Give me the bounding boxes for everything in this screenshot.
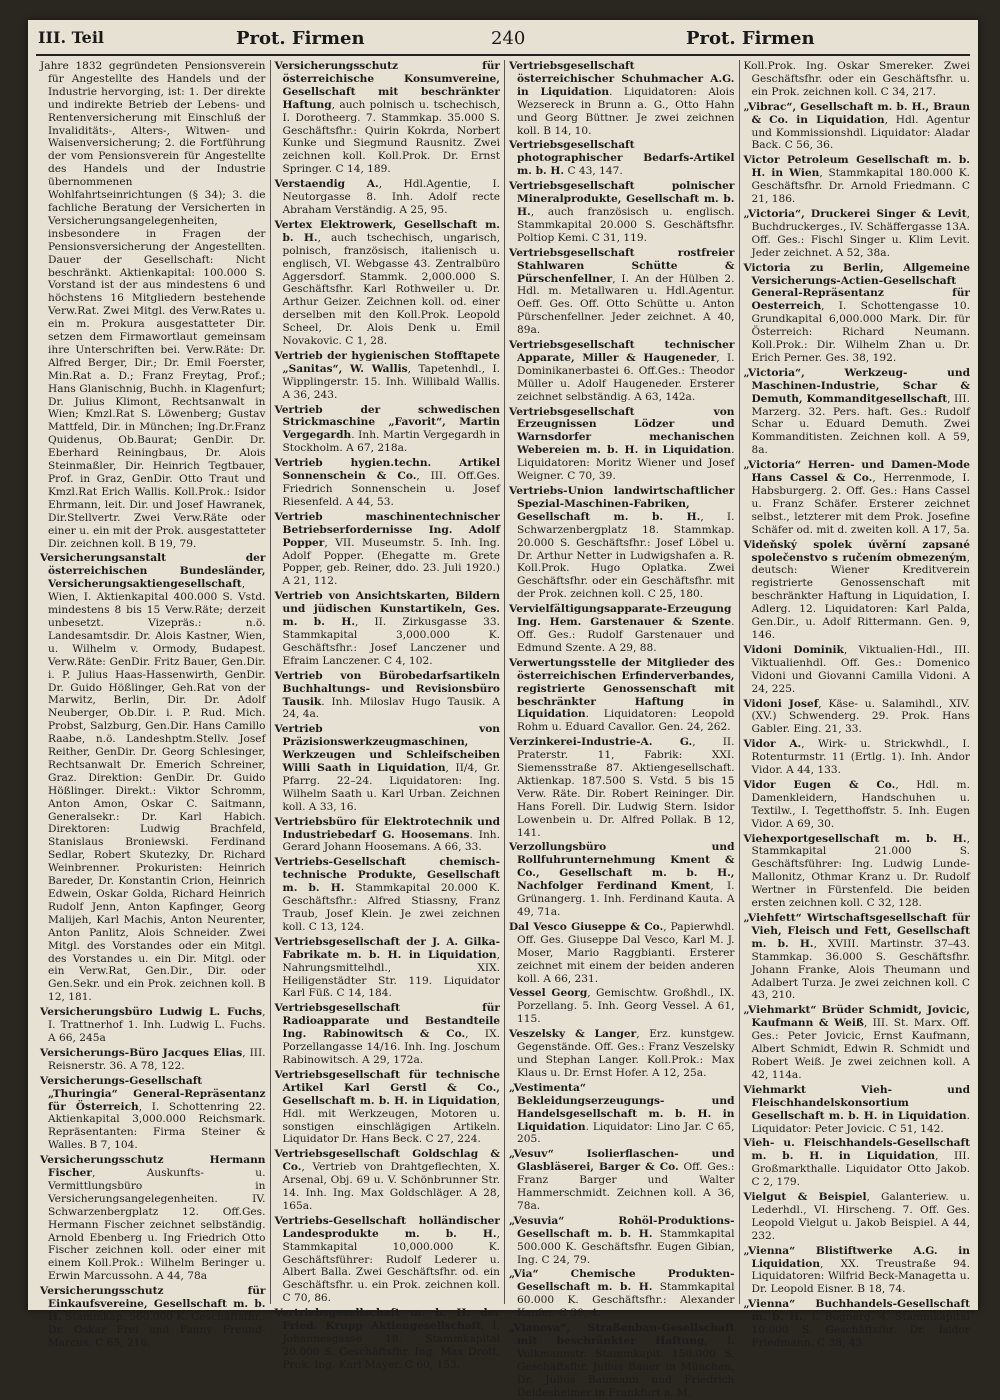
directory-entry bbox=[275, 60, 501, 176]
firm-name: Versicherungs-Büro Jacques Elias bbox=[40, 1046, 243, 1059]
directory-entry bbox=[275, 1069, 501, 1146]
directory-entry bbox=[275, 723, 501, 813]
firm-name: Versicherungsschutz Hermann Fischer bbox=[40, 1154, 266, 1180]
firm-name: „Viehfett“ Wirtschaftsgesellschaft für Vieh, Fleisch und Fett, Gesellschaft m. b. H. bbox=[743, 912, 970, 950]
firm-details: . Liquidatoren: Alois Wezsereck in Brunn a. G., Otto Hahn und Georg Büttner. Je zwei zeichnen koll. B 14, 10. bbox=[517, 85, 735, 137]
firm-details: , XVIII. Martinstr. 37–43. Stammkap. 36.000 S. Geschäftsfhr. Johann Franke, Alois Theumann und Adalbert Turza. Je zwei zeichnen koll. C 43, 210. bbox=[751, 937, 970, 1002]
directory-entry bbox=[509, 1028, 735, 1080]
firm-details: . Liquidator: Lino Jar. C 65, 205. bbox=[517, 1120, 735, 1146]
firm-name: „Vibrac“, Gesellschaft m. b. H., Braun & Co. in Liquidation bbox=[743, 100, 970, 126]
firm-details: , Auskunfts- u. Vermittlungsbüro in Versicherungsangelegenheiten. IV. Schwarzenbergplatz 12. Off.Ges. Hermann Fischer zeichnet selbständig. Arnold Ebenberg u. Ing Friedrich Otto Fischer zeichnen koll. oder einer mit einem Koll.Prok.: Wilhelm Beringer u. Erwin Marcussohn. A 44, 78a bbox=[48, 1167, 266, 1283]
firm-details: , Viktualien-Hdl., III. Viktualienhdl. Off. Ges.: Domenico Vidoni und Giovanni Camilla Vidoni. A 24, 225. bbox=[751, 643, 970, 695]
directory-entry bbox=[744, 60, 970, 99]
firm-details: , I. Grünangerg. 1. Inh. Ferdinand Kauta. A 49, 71a. bbox=[517, 880, 735, 918]
page-header bbox=[36, 24, 970, 56]
column-1 bbox=[36, 60, 271, 1349]
directory-entry bbox=[40, 552, 266, 1004]
directory-entry bbox=[744, 698, 970, 737]
firm-name: Vertriebsgesellschaft technischer Apparate, Miller & Haugeneder bbox=[509, 339, 735, 364]
firm-name: Viehexportgesellschaft m. b. H. bbox=[743, 832, 967, 845]
firm-details: , III. St. Marx. Off. Ges.: Peter Jovicic, Ernst Kaufmann, Albert Schmidt, Edwin R. Schmidt und Robert Weiß. Je zwei zeichnen koll. A 42, 114a. bbox=[751, 1017, 970, 1081]
directory-entry bbox=[744, 1084, 970, 1136]
firm-name: Vidoni Josef bbox=[743, 697, 819, 710]
firm-name: Dal Vesco Giuseppe & Co. bbox=[509, 920, 664, 933]
firm-details: , Buchdruckerges., IV. Schäffergasse 13A. Off. Ges.: Fischl Singer u. Klim Levit. Jeder zeichnet. A 52, 38a. bbox=[751, 207, 970, 259]
firm-name: Vertrieb maschinentechnischer Betriebserfordernisse Ing. Adolf Popper bbox=[274, 510, 500, 549]
firm-details: C 43, 147. bbox=[564, 165, 623, 178]
firm-details: , I. Schottenring 22. Aktienkapital 3,000.000 Reichsmark. Repräsentanten: Firma Steiner & Walles. B 7, 104. bbox=[48, 1100, 266, 1152]
directory-entry bbox=[509, 603, 735, 655]
firm-name: Vertrieb hygien.techn. Artikel Sonnenschein & Co. bbox=[274, 457, 500, 483]
directory-entry bbox=[744, 154, 970, 206]
firm-name: Vertriebsgesellschaft österreichischer Schuhmacher A.G. in Liquidation bbox=[509, 60, 735, 98]
firm-details: . Inh. Martin Vergegardh in Stockholm. A 67, 218a. bbox=[282, 429, 500, 455]
firm-details: , Erz. kunstgew. Gegenstände. Off. Ges.: Franz Veszelsky und Stephan Langer. Koll.Prok.: Max Klaus u. Dr. Ernst Hofer. A 12, 25a. bbox=[517, 1028, 735, 1079]
directory-entry bbox=[275, 350, 501, 402]
directory-entry bbox=[744, 912, 970, 1002]
directory-entry bbox=[744, 1137, 970, 1189]
directory-entry bbox=[509, 247, 735, 337]
firm-details: , Hdl. Agentur und Kommissionshdl. Liquidator: Aladar Back. C 56, 36. bbox=[751, 113, 970, 152]
firm-details: , XX. Treustraße 94. Liquidatoren: Wilfrid Beck-Managetta u. Dr. Leopold Eisner. B 18, 74. bbox=[751, 1257, 970, 1296]
firm-details: , I. An der Hülben 2. Hdl. m. Metallwaren u. Hdl.Agentur. Oeff. Ges. Off. Otto Schütte u. Anton Pürschenfellner. Jeder zeichnet. A 40, 89a. bbox=[517, 272, 735, 337]
firm-details: , Papierwhdl. Off. Ges. Giuseppe Dal Vesco, Karl M. J. Moser, Mario Raggbianti. Ersterer zeichnet mit einem der beiden anderen koll. A 66, 231. bbox=[517, 920, 735, 985]
firm-details: , deutsch: Wiener Kreditverein registrierte Genossenschaft mit beschränkter Haftung in Liquidation, I. Adlerg. 12. Liquidatoren: Karl Palda, Gen.Dir., u. Adolf Rittermann. Gen. 9, 146. bbox=[751, 551, 970, 641]
firm-details: , I. Johannesgasse 18. Stammkapital 20.000 S. Geschäftsfhr. Ing. Max Drott, Prok. Ing. Karl Mayer. C 60, 153. bbox=[282, 1320, 500, 1371]
directory-entry bbox=[275, 457, 501, 509]
directory-entry bbox=[40, 1047, 266, 1073]
firm-details: , Tapetenhdl., I. Wipplingerstr. 15. Inh. Willibald Wallis. A 36, 243. bbox=[282, 362, 500, 401]
document-page bbox=[28, 20, 978, 1399]
directory-entry bbox=[275, 590, 501, 667]
firm-name: „Vesuvia“ Rohöl-Produktions-Gesellschaft m. b. H. bbox=[509, 1214, 735, 1240]
firm-name: Vertriebsgesellschaft photographischer Bedarfs-Artikel m. b. H. bbox=[509, 139, 735, 178]
firm-name: „Vestimenta“ Bekleidungserzeugungs- und Handelsgesellschaft m. b. H. in Liquidation bbox=[509, 1081, 735, 1133]
firm-details: , Hdl. mit Werkzeugen, Motoren u. sonstigen einschlägigen Artikeln. Liquidator Dr. Hans Beck. C 27, 224. bbox=[282, 1094, 500, 1146]
directory-entry bbox=[40, 1154, 266, 1283]
firm-details: Stammkap. 560.000 K. Geschäftsfhr.: Dr. Oskar Frei und Fanny Freund-Marcus. C 65, 216. bbox=[48, 1311, 266, 1349]
firm-details: , Gemischtw. Großhdl., IX. Porzellang. 5. Inh. Georg Vessel. A 61, 115. bbox=[517, 987, 735, 1026]
directory-entry bbox=[744, 539, 970, 642]
firm-name: Vidor Eugen & Co. bbox=[743, 778, 896, 791]
firm-name: Vertrieb von Präzisionswerkzeugmaschinen, Werkzeugen und Schleifscheiben Willi Saath in Liquidation bbox=[274, 723, 500, 775]
directory-entry bbox=[509, 339, 735, 404]
firm-name: Victor Petroleum Gesellschaft m. b. H. in Wien bbox=[743, 154, 970, 180]
firm-details: , III. Großmarkthalle. Liquidator Otto Jakob. C 2, 179. bbox=[751, 1150, 970, 1189]
firm-details: . Inh. Miloslav Hugo Tausik. A 24, 4a. bbox=[282, 695, 500, 721]
firm-name: Vertriebsgesellschaft von Erzeugnissen Lödzer und Warnsdorfer mechanischen Webereien m. b. H. in Liquidation bbox=[509, 405, 735, 457]
firm-name: Vertriebsgesellschaft rostfreier Stahlwaren Schütte & Pürschenfellner bbox=[509, 246, 735, 285]
firm-name: Victoria zu Berlin, Allgemeine Versicherungs-Actien-Gesellschaft General-Repräsentanz für Oesterreich bbox=[743, 261, 970, 313]
directory-entry bbox=[744, 738, 970, 777]
firm-details: , III. Reisnerstr. 36. A 78, 122. bbox=[48, 1046, 266, 1072]
firm-name: Vertriebs-Gesellschaft holländischer Landesprodukte m. b. H. bbox=[274, 1214, 500, 1240]
firm-name: „Via“ Chemische Produkten-Gesellschaft m. b. H. bbox=[509, 1268, 735, 1294]
directory-entry bbox=[40, 1006, 266, 1045]
firm-name: „Vienna“ Buchhandels-Gesellschaft m. b. H. bbox=[743, 1298, 970, 1324]
directory-entry bbox=[744, 262, 970, 365]
firm-details: , II. Praterstr. 11, Fabrik: XXI. Siemensstraße 87. Aktiengesellschaft. Aktienkap. 187.500 S. Vstd. 5 bis 15 Verw. Räte. Dir. Robert Reininger. Dir. Hans Forell. Dir. Ludwig Stern. Isidor Lowenbein u. Dr. Alfred Pollak. B 12, 141. bbox=[517, 736, 735, 839]
firm-details: . Inh. Gerard Johann Hoosemans. A 66, 33. bbox=[282, 828, 500, 854]
directory-entry bbox=[275, 511, 501, 588]
firm-details: Stammkapital 20.000 K. Geschäftsfhr.: Alfred Stiassny, Franz Traub, Josef Klein. Je zwei zeichnen koll. C 13, 124. bbox=[282, 882, 500, 933]
directory-entry bbox=[275, 178, 501, 217]
firm-name: Vidoni Dominik bbox=[743, 643, 844, 656]
section-label: III. Teil bbox=[38, 28, 104, 47]
firm-details: , III. Marzerg. 32. Pers. haft. Ges.: Rudolf Schar u. Eduard Demuth. Zwei Kommanditisten. Zeichnen koll. A 59, 8a. bbox=[751, 392, 970, 457]
firm-name: Vessel Georg bbox=[509, 987, 588, 1000]
directory-entry bbox=[744, 1004, 970, 1081]
firm-details: , Vertrieb von Drahtgeflechten, X. Arsenal, Obj. 69 u. V. Schönbrunner Str. 14. Inh. Ing. Max Goldschläger. A 28, 165a. bbox=[282, 1161, 500, 1212]
firm-name: Versicherungsbüro Ludwig L. Fuchs bbox=[40, 1006, 263, 1019]
firm-details: Stammkapital 60.000 K. Geschäftsfhr.: Alexander Kanfer. C 30, 4. bbox=[517, 1281, 735, 1320]
firm-name: „Victoria“, Werkzeug- und Maschinen-Industrie, Schar & Demuth, Kommanditgesellschaft bbox=[743, 366, 970, 405]
firm-name: Verzinkerei-Industrie-A. G. bbox=[509, 736, 693, 749]
directory-entry bbox=[275, 936, 501, 1001]
firm-name: Verwertungsstelle der Mitglieder des österreichischen Erfinderverbandes, registrierte Genossenschaft mit beschränkter Haftung in Liquidation bbox=[509, 656, 735, 721]
firm-details: , Galanteriew. u. Lederhdl., VI. Hirscheng. 7. Off. Ges. Leopold Vielgut u. Jakob Beispiel. A 44, 232. bbox=[751, 1191, 970, 1242]
firm-details: Stammkapital 500.000 K. Geschäftsfhr. Eugen Gibian, Ing. C 24, 79. bbox=[517, 1227, 735, 1266]
firm-details: , I. Bognerg. 4. Stammkapital 10.000 S. Geschäftsfhr. Dr. Isidor Friedmann. C 38, 43. bbox=[751, 1311, 970, 1349]
firm-name: „Viehmarkt“ Brüder Schmidt, Jovicic, Kaufmann & Weiß bbox=[743, 1004, 970, 1030]
directory-entry bbox=[744, 101, 970, 153]
firm-name: Versicherungsschutz für Einkaufsvereine, Gesellschaft m. b. H. bbox=[40, 1285, 266, 1323]
firm-name: Vertriebsgesellschaft Goldschlag & Co. bbox=[274, 1148, 500, 1174]
firm-name: Vertex Elektrowerk, Gesellschaft m. b. H. bbox=[274, 218, 500, 244]
firm-name: Vertriebsgesellschaft der J. A. Gilka-Fabrikate m. b. H. in Liquidation bbox=[274, 935, 500, 961]
directory-entry bbox=[275, 1002, 501, 1067]
firm-name: Videňský spolek úvěrní zapsané společenstvo s ručením obmezeným bbox=[743, 538, 970, 564]
directory-entry bbox=[744, 1298, 970, 1350]
firm-name: Vidor A. bbox=[743, 738, 802, 751]
firm-name: Vertrieb von Ansichtskarten, Bildern und jüdischen Kunstartikeln, Ges. m. b. H. bbox=[274, 590, 500, 629]
directory-entry bbox=[275, 670, 501, 722]
directory-entry bbox=[509, 841, 735, 918]
firm-name: Vertrieb der hygienischen Stofftapete „Sanitas“, W. Wallis bbox=[274, 349, 500, 375]
directory-entry bbox=[509, 1322, 735, 1399]
firm-name: Vertriebs-Gesellschaft chemisch-technische Produkte, Gesellschaft m. b. H. bbox=[274, 856, 500, 895]
firm-name: Vertriebsgesellschaft m. b. H. der Fried. Krupp Aktiengesellschaft bbox=[274, 1307, 500, 1333]
firm-details: , auch tschechisch, ungarisch, polnisch, französisch, italienisch u. englisch, VI. Webgasse 43. Zentralbüro Aggersdorf. Stammk. 2,000.000 S. Geschäftsfhr. Karl Rothweiler u. Dr. Arthur Geizer. Zeichnen koll. od. einer derselben mit den Koll.Prok. Leopold Scheel, Dr. Alois Denk u. Emil Novakovic. C 1, 28. bbox=[282, 231, 501, 348]
directory-entry bbox=[509, 60, 735, 137]
firm-details: , III. Off.Ges. Friedrich Sonnenschein u. Josef Riesenfeld. A 44, 53. bbox=[282, 470, 501, 508]
firm-details: , Wirk- u. Strickwhdl., I. Rotenturmstr. 11 (Ertlg. 1). Inh. Andor Vidor. A 44, 133. bbox=[751, 738, 970, 777]
directory-entry bbox=[744, 459, 970, 536]
firm-name: Vertrieb der schwedischen Strickmaschine „Favorit“, Martin Vergegardh bbox=[274, 403, 500, 442]
firm-details: , Käse- u. Salamihdl., XIV.(XV.) Schwenderg. 29. Prok. Hans Gabler. Eing. 21, 33. bbox=[751, 697, 970, 736]
text-columns bbox=[36, 60, 974, 1399]
firm-details: Jahre 1832 gegründeten Pensionsverein für Angestellte des Handels und der Industrie hervorging, ist: 1. Der direkte und indirekte Betrieb der Lebens- und Rentenversicherung mit Einschluß der Invaliditäts-, Alters-, Witwen- und Waisenversicherung; 2. die Fortführung der vom Pensionsverein für Angestellte des Handels und der Industrie übernommenen Wohlfahrtseinrichtungen (§ 34); 3. die fachliche Beratung der Versicherten in Versicherungsangelegenheiten, insbesondere in Fragen der Pensionsversicherung der Angestellten. Dauer der Gesellschaft: Nicht beschränkt. Aktienkapital: 100.000 S. Vorstand ist der aus mindestens 6 und höchstens 16 Mitgliedern bestehende Verw.Rat. Zwei Mitgl. des Verw.Rates u. ein m. Prokura ausgestatteter Dir. setzen dem Firmawortlaut gemeinsam ihre Unterschriften bei. Verw.Räte: Dr. Alfred Berger, Dir.; Dr. Emil Foerster, Min.Rat a. D.; Franz Freytag, Prof.; Hans Glanischnig, Buchh. in Klagenfurt; Dr. Julius Klimont, Rechtsanwalt in Wien; Kmzl.Rat S. Löwenberg; Gustav Mattfeld, Dir. in München; Ing.Dr.Franz Quidenus, Ob.Baurat; GenDir. Dr. Eberhard Reiningbaus, Dr. Alois Steinmaßler, Dir. Heinrich Tegtbauer, Prof. in Graz, GenDir. Otto Traut und Kmzl.Rat Erich Wallis. Koll.Prok.: Isidor Ehrmann, leit. Dir. und Josef Hawranek, Dir.Stellvertr. Zwei Verw.Räte oder einer u. ein mit der Prok. ausgestatteter Dir. zeichnen koll. B 19, 79. bbox=[40, 60, 266, 550]
firm-name: Veszelsky & Langer bbox=[509, 1028, 637, 1041]
firm-name: „Vianova“, Straßenbau-Gesellschaft mit beschränkter Haftung bbox=[509, 1322, 735, 1347]
firm-details: Off. Ges.: Franz Barger und Walter Hammerschmidt. Zeichnen koll. A 36, 78a. bbox=[517, 1161, 735, 1212]
column-2 bbox=[271, 60, 506, 1371]
firm-details: , I. Volkmannstr. Stammkapit. 150.000 S. Geschäftsfhr. Julius Bauer in München, Dr. Julius Baumann und Friedrich Deidesheimer in Frankfurt a. M. bbox=[517, 1335, 735, 1399]
directory-entry bbox=[509, 987, 735, 1026]
directory-entry bbox=[40, 1075, 266, 1152]
directory-entry bbox=[275, 1148, 501, 1213]
firm-name: Vertriebsgesellschaft für technische Artikel Karl Gerstl & Co., Gesellschaft m. b. H. in Liquidation bbox=[274, 1068, 500, 1107]
directory-entry bbox=[509, 139, 735, 178]
directory-entry bbox=[744, 779, 970, 831]
firm-name: Vertriebsgesellschaft für Radioapparate und Bestandteile Ing. Rabinowitsch & Co. bbox=[274, 1002, 500, 1041]
firm-details: , IX. Porzellangasse 14/16. Inh. Ing. Joschum Rabinowitsch. A 29, 172a. bbox=[282, 1028, 500, 1066]
directory-entry bbox=[509, 657, 735, 734]
firm-name: „Victoria“ Herren- und Damen-Mode Hans Cassel & Co. bbox=[743, 459, 970, 485]
directory-entry bbox=[275, 816, 501, 855]
header-title-left: Prot. Firmen bbox=[236, 28, 365, 49]
firm-details: , I. Schwarzenbergplatz 18. Stammkap. 20.000 S. Geschäftsfhr.: Josef Löbel u. Dr. Arthur Netter in Ludwigshafen a. R. Koll.Prok. Hugo Oplatka. Zwei Geschäftsfhr. oder ein Geschäftsfhr. mit der Prok. zeichnen koll. C 25, 180. bbox=[517, 510, 735, 601]
firm-details: . Off. Ges.: Rudolf Garstenauer und Edmund Szente. A 29, 88. bbox=[517, 616, 735, 654]
directory-entry bbox=[744, 367, 970, 457]
directory-entry bbox=[744, 644, 970, 696]
firm-details: . Liquidatoren: Leopold Rohm u. Eduard Cavallor. Gen. 24, 262. bbox=[517, 708, 735, 734]
firm-details: , VII. Museumstr. 5. Inh. Ing. Adolf Popper. (Ehegatte m. Grete Popper, geb. Reiner, ddo. 23. Juli 1920.) A 21, 112. bbox=[282, 536, 500, 588]
page-number: 240 bbox=[491, 28, 526, 49]
firm-details: . Liquidatoren: Moritz Wiener und Josef Weigner. C 70, 39. bbox=[517, 444, 735, 483]
firm-name: „Victoria“, Druckerei Singer & Levit bbox=[743, 207, 967, 220]
directory-entry bbox=[509, 1148, 735, 1213]
directory-entry bbox=[275, 404, 501, 456]
firm-details: , auch polnisch u. tschechisch, I. Dorotheerg. 7. Stammkap. 35.000 S. Geschäftsfhr.: Quirin Kokrda, Norbert Kunke und Siegmund Rausnitz. Zwei zeichnen koll. Koll.Prok. Dr. Ernst Springer. C 14, 189. bbox=[282, 98, 500, 176]
firm-name: Vertriebsbüro für Elektrotechnik und Industriebedarf G. Hoosemans bbox=[274, 815, 500, 841]
firm-name: Versicherungsschutz für österreichische Konsumvereine, Gesellschaft mit beschränkter Haftung bbox=[274, 60, 500, 111]
firm-details: , Hdl.Agentie, I. Neutorgasse 8. Inh. Adolf recte Abraham Verständig. A 25, 95. bbox=[282, 178, 500, 216]
firm-name: Viehmarkt Vieh- und Fleischhandelskonsortium Gesellschaft m. b. H. in Liquidation bbox=[743, 1083, 970, 1122]
firm-name: Versicherungs-Gesellschaft „Thuringia“ General-Repräsentanz für Österreich bbox=[40, 1074, 266, 1113]
directory-entry bbox=[509, 180, 735, 245]
firm-name: Verstaendig A. bbox=[274, 178, 379, 191]
firm-details: , I. Dominikanerbastei 6. Off.Ges.: Theodor Müller u. Adolf Haugeneder. Ersterer zeichnet selbständig. A 63, 142a. bbox=[517, 351, 735, 403]
firm-name: Vertrieb von Bürobedarfsartikeln Buchhaltungs- und Revisionsbüro Tausik bbox=[274, 669, 500, 708]
firm-name: Vielgut & Beispiel bbox=[743, 1191, 867, 1204]
header-title-right: Prot. Firmen bbox=[686, 28, 815, 49]
directory-entry bbox=[509, 736, 735, 839]
directory-entry bbox=[275, 1307, 501, 1372]
firm-details: , Stammkapital 21.000 S. Geschäftsführer: Ing. Ludwig Lunde-Mallonitz, Othmar Kranz u. Dr. Rudolf Wertner in Fürstenfeld. Die beiden ersten zeichnen koll. C 32, 128. bbox=[751, 832, 970, 910]
firm-name: Vieh- u. Fleischhandels-Gesellschaft m. b. H. in Liquidation bbox=[743, 1137, 970, 1163]
column-3 bbox=[505, 60, 740, 1399]
directory-entry bbox=[275, 1215, 501, 1305]
firm-details: , I. Trattnerhof 1. Inh. Ludwig L. Fuchs. A 66, 245a bbox=[48, 1006, 266, 1044]
directory-entry bbox=[509, 921, 735, 986]
directory-entry bbox=[40, 1285, 266, 1350]
firm-name: „Vienna“ Blistiftwerke A.G. in Liquidation bbox=[743, 1244, 970, 1270]
directory-entry bbox=[744, 1191, 970, 1243]
directory-entry bbox=[509, 1082, 735, 1147]
firm-name: Vertriebs-Union landwirtschaftlicher Spezial-Maschinen-Fabriken, Gesellschaft m. b. H. bbox=[509, 485, 735, 523]
directory-entry bbox=[509, 1268, 735, 1320]
column-4 bbox=[740, 60, 974, 1349]
directory-entry bbox=[744, 833, 970, 910]
directory-entry bbox=[744, 1245, 970, 1297]
directory-entry bbox=[744, 208, 970, 260]
firm-details: , II/4, Gr. Pfarrg. 22–24. Liquidatoren: Ing. Wilhelm Saath u. Karl Urban. Zeichnen koll. A 33, 16. bbox=[282, 762, 500, 813]
directory-entry bbox=[509, 485, 735, 601]
firm-details: , auch französisch u. englisch. Stammkapital 20.000 S. Geschäftsfhr. Poltiop Kemi. C 31, 119. bbox=[517, 205, 735, 244]
firm-name: Versicherungsanstalt der österreichischen Bundesländer, Versicherungsaktiengesellschaft bbox=[40, 552, 266, 591]
firm-details: . Liquidator: Peter Jovicic. C 51, 142. bbox=[751, 1109, 970, 1135]
firm-details: , II. Zirkusgasse 33. Stammkapital 3,000.000 K. Geschäftsfhr.: Josef Lanczener und Efraim Lanczener. C 4, 102. bbox=[282, 616, 500, 667]
directory-entry bbox=[40, 60, 266, 550]
firm-name: Vervielfältigungsapparate-Erzeugung Ing. Hem. Garstenauer & Szente bbox=[509, 603, 732, 629]
firm-details: Koll.Prok. Ing. Oskar Smereker. Zwei Geschäftsfhr. oder ein Geschäftsfhr. u. ein Prok. zeichnen koll. C 34, 217. bbox=[743, 60, 970, 98]
firm-details: , Stammkapital 180.000 K. Geschäftsfhr. Dr. Arnold Friedmann. C 21, 186. bbox=[751, 167, 970, 206]
directory-entry bbox=[275, 219, 501, 348]
firm-details: , Stammkapital 10,000.000 K. Geschäftsführer: Rudolf Lederer u. Albert Balla. Zwei Geschäftsfhr. od. ein Geschäftsfhr. u. ein Prok. zeichnen koll. C 70, 86. bbox=[282, 1227, 500, 1305]
firm-name: „Vesuv“ Isolierflaschen- und Glasbläserei, Barger & Co. bbox=[509, 1148, 735, 1174]
firm-name: Vertriebsgesellschaft polnischer Mineralprodukte, Gesellschaft m. b. H. bbox=[509, 180, 735, 218]
directory-entry bbox=[509, 406, 735, 483]
firm-details: , Nahrungsmittelhdl., XIX. Heiligenstädter Str. 119. Liquidator Karl Füß. C 14, 184. bbox=[282, 948, 500, 1000]
firm-details: , Hdl. m. Damenkleidern, Handschuhen u. Textilw., I. Tegetthoffstr. 5. Inh. Eugen Vidor. A 69, 30. bbox=[751, 778, 970, 830]
directory-entry bbox=[509, 1215, 735, 1267]
directory-entry bbox=[275, 856, 501, 933]
firm-details: , Wien, I. Aktienkapital 400.000 S. Vstd. mindestens 8 bis 15 Verw.Räte; derzeit unbesetzt. Vizepräs.: n.ö. Landesamtsdir. Dr. Alois Kastner, Wien, u. Wilhelm v. Ormody, Budapest. Verw.Räte: GenDir. Fritz Bauer, Gen.Dir. i. P. Julius Haas-Hassenwirth, GenDir. Dr. Guido Hößlinger, Geh.Rat von der Marwitz, Berlin, Dir. Dr. Adolf Neuberger, Ob.Dir. i. P. Rud. Mich. Probst, Salzburg, Gen.Dir. Hans Camillo Raabe, n.ö. Landeshptm.Stellv. Josef Reither, GenDir. Dr. Georg Schlesinger, Rechtsanwalt Dr. Emerich Schreiner, Graz. Direktion: GenDir. Dr. Guido Hößlinger. Direkt.: Viktor Schromm, Anton Amon, Oskar C. Saitmann, Generalsekr.: Dr. Karl Habich. Direktoren: Ludwig Brachfeld, Stanislaus Broniewski. Ferdinand Sedlar, Robert Skutezky, Dr. Richard Weinbrenner. Prokuristen: Heinrich Bareder, Dr. Konstantin Crion, Heinrich Edwein, Oskar Golda, Richard Heinrich Rudolf Jenn, Anton Kapfinger, Georg Malijeh, Karl Machis, Anton Neurenter, Anton Panlitz, Alois Schneider. Zwei Mitgl. des Vorstandes oder ein Mitgl. des Vorstandes u. ein Dir. Mitgl. oder ein Verw.Rat, Gen.Dir., Dir. oder Gen.Sekr. und ein Prok. zeichnen koll. B 12, 181. bbox=[48, 578, 266, 1004]
firm-details: , Herrenmode, I. Habsburgerg. 2. Off. Ges.: Hans Cassel u. Franz Schäfer. Ersterer zeichnet selbst., letzterer mit dem Prok. Josefine Schäfer od. mit d. zweiten koll. A 17, 5a. bbox=[751, 472, 970, 536]
firm-name: Verzollungsbüro und Rollfuhrunternehmung Kment & Co., Gesellschaft m. b. H., Nachfolger Ferdinand Kment bbox=[509, 841, 735, 893]
firm-details: , I. Schottengasse 10. Grundkapital 6,000.000 Mark. Dir. für Österreich: Richard Neumann. Koll.Prok.: Dir. Wilhelm Zhan u. Dr. Erich Perner. Ges. 38, 192. bbox=[751, 300, 970, 364]
